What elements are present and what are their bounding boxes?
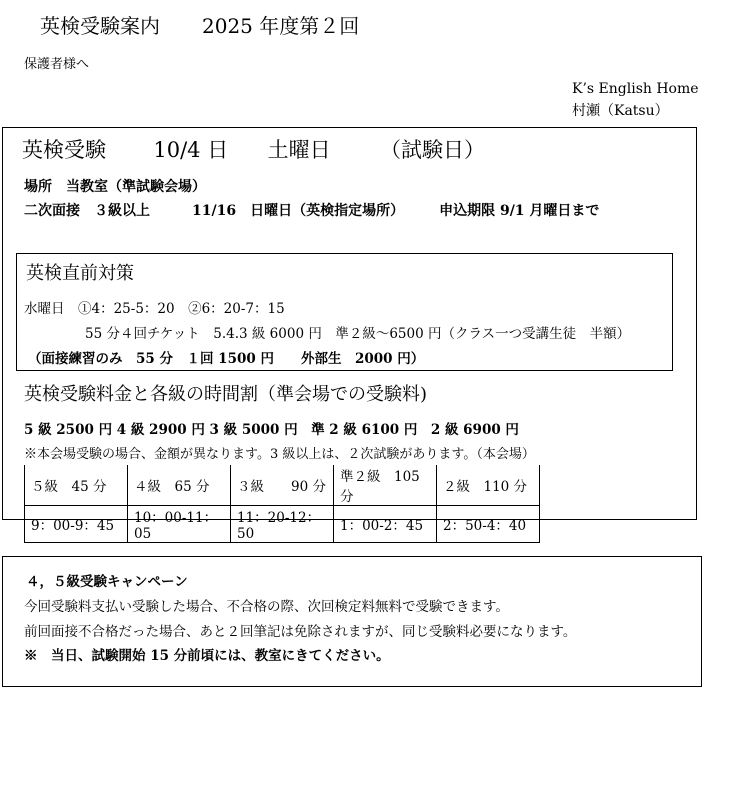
exam-date: 10/4 日 <box>153 138 229 162</box>
schedule-table <box>24 465 540 543</box>
prep-schedule: 水曜日 ①4：25-5：20 ②6：20-7：15 <box>24 301 285 317</box>
grade-cell: ３級 90 分 <box>231 465 334 506</box>
campaign-line-2: 前回面接不合格だった場合、あと２回筆記は免除されますが、同じ受験料必要になります。 <box>24 624 577 640</box>
exam-date-line <box>22 134 485 164</box>
time-cell: 10：00-11：05 <box>128 506 231 543</box>
fees-note: ※本会場受験の場合、金額が異なります。3 級以上は、２次試験があります。（本会場） <box>24 447 535 462</box>
sender-org: K’s English Home <box>572 81 699 97</box>
grade-cell: ４級 65 分 <box>128 465 231 506</box>
grade-cell: 準２級 105 分 <box>334 465 437 506</box>
page-title <box>40 10 359 39</box>
campaign-title: ４，５級受験キャンペーン <box>26 574 188 590</box>
table-row <box>25 465 540 506</box>
recipient: 保護者様へ <box>24 57 90 72</box>
fees-title: 英検受験料金と各級の時間割（準会場での受験料) <box>24 384 428 405</box>
grade-cell: ２級 110 分 <box>437 465 540 506</box>
prep-title: 英検直前対策 <box>26 263 134 284</box>
prep-tickets: 55 分４回チケット 5.4.3 級 6000 円 準２級～6500 円（クラス一つ受講生徒 半額） <box>85 326 631 342</box>
exam-label: 英検受験 <box>22 138 106 162</box>
title-year: 2025 年度第２回 <box>202 14 360 38</box>
campaign-line-1: 今回受験料支払い受験した場合、不合格の際、次回検定料無料で受験できます。 <box>24 599 509 615</box>
exam-venue: 場所 当教室（準試験会場） <box>24 179 206 195</box>
time-cell: 1：00-2：45 <box>334 506 437 543</box>
time-cell: 11：20-12：50 <box>231 506 334 543</box>
sender-block <box>572 78 699 122</box>
time-cell: 2：50-4：40 <box>437 506 540 543</box>
table-row <box>25 506 540 543</box>
interview-info: 二次面接 ３級以上 11/16 日曜日（英検指定場所） 申込期限 9/1 月曜日まで <box>24 203 600 219</box>
grade-cell: ５級 45 分 <box>25 465 128 506</box>
campaign-line-3: ※ 当日、試験開始 15 分前頃には、教室にきてください。 <box>24 648 390 664</box>
title-main: 英検受験案内 <box>40 14 160 38</box>
time-cell: 9：00-9：45 <box>25 506 128 543</box>
fees-list: 5 級 2500 円 4 級 2900 円 3 級 5000 円 準 2 級 6100 円 2 級 6900 円 <box>24 422 519 438</box>
exam-weekday: 土曜日 <box>267 138 331 162</box>
prep-interview-practice: （面接練習のみ 55 分 １回 1500 円 外部生 2000 円） <box>28 351 425 367</box>
exam-note: （試験日） <box>379 138 485 162</box>
sender-name: 村瀬（Katsu） <box>572 103 669 119</box>
